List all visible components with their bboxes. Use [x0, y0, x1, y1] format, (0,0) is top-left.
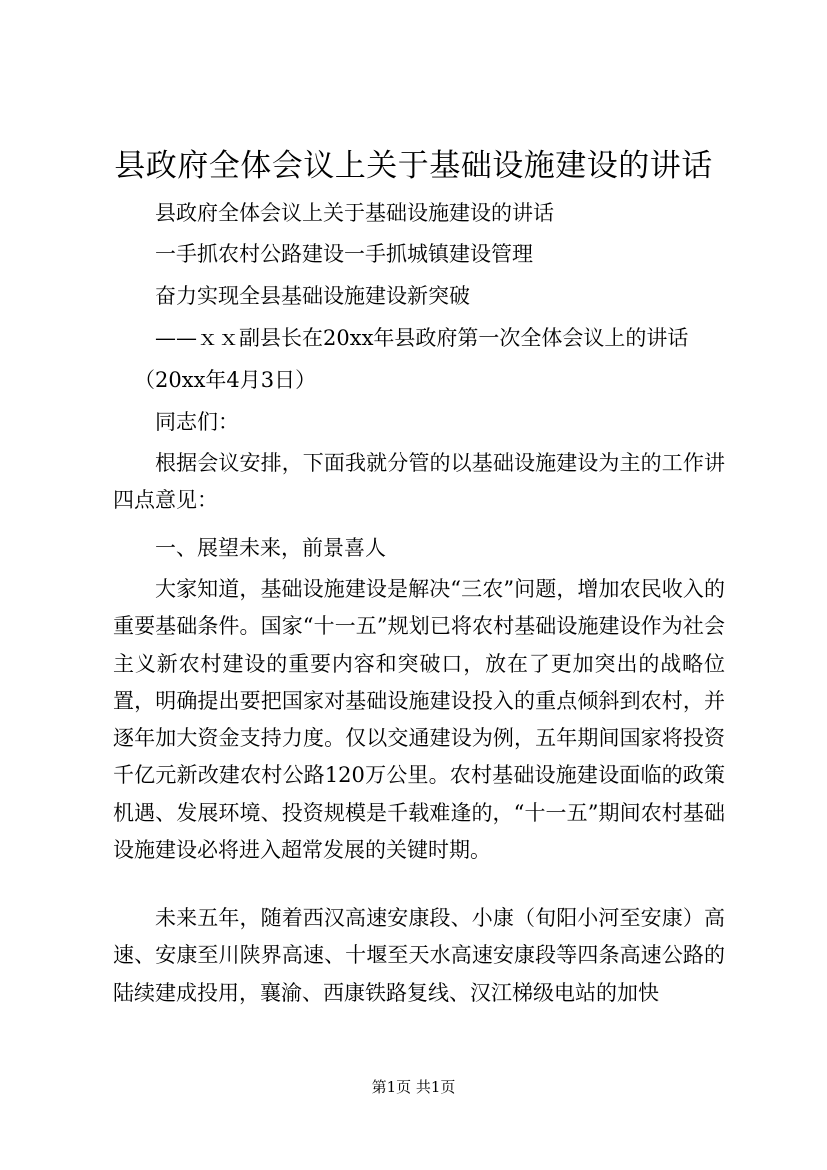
- salutation: 同志们：: [155, 410, 239, 434]
- section-heading: 一、展望未来，前景喜人: [155, 536, 386, 560]
- subtitle-line: 一手抓农村公路建设一手抓城镇建设管理: [155, 242, 533, 266]
- subtitle-line: 奋力实现全县基础设施建设新突破: [155, 284, 470, 308]
- paragraph: 未来五年，随着西汉高速安康段、小康（旬阳小河至安康）高速、安康至川陕界高速、十堰至天水高速安康段等四条高速公路的陆续建成投用，襄渝、西康铁路复线、汉江梯级电站的加快: [113, 906, 725, 1005]
- paragraph: 根据会议安排，下面我就分管的以基础设施建设为主的工作讲四点意见：: [113, 451, 725, 513]
- date-line: （20xx年4月3日）: [134, 368, 317, 392]
- speaker-line: ——ｘｘ副县长在20xx年县政府第一次全体会议上的讲话: [155, 326, 689, 350]
- subtitle-line: 县政府全体会议上关于基础设施建设的讲话: [155, 201, 554, 225]
- paragraph: 大家知道，基础设施建设是解决“三农”问题，增加农民收入的重要基础条件。国家“十一五”规划已将农村基础设施建设作为社会主义新农村建设的重要内容和突破口，放在了更加突出的战略位置，明确提出要把国家对基础设施建设投入的重点倾斜到农村，并逐年加大资金支持力度。仅以交通建设为例，五年期间国家将投资千亿元新改建农村公路120万公里。农村基础设施建设面临的政策机遇、发展环境、投资规模是千载难逢的，“十一五”期间农村基础设施建设必将进入超常发展的关键时期。: [113, 577, 725, 863]
- document-title: 县政府全体会议上关于基础设施建设的讲话: [114, 148, 713, 184]
- page-footer: 第1页 共1页: [371, 1078, 456, 1096]
